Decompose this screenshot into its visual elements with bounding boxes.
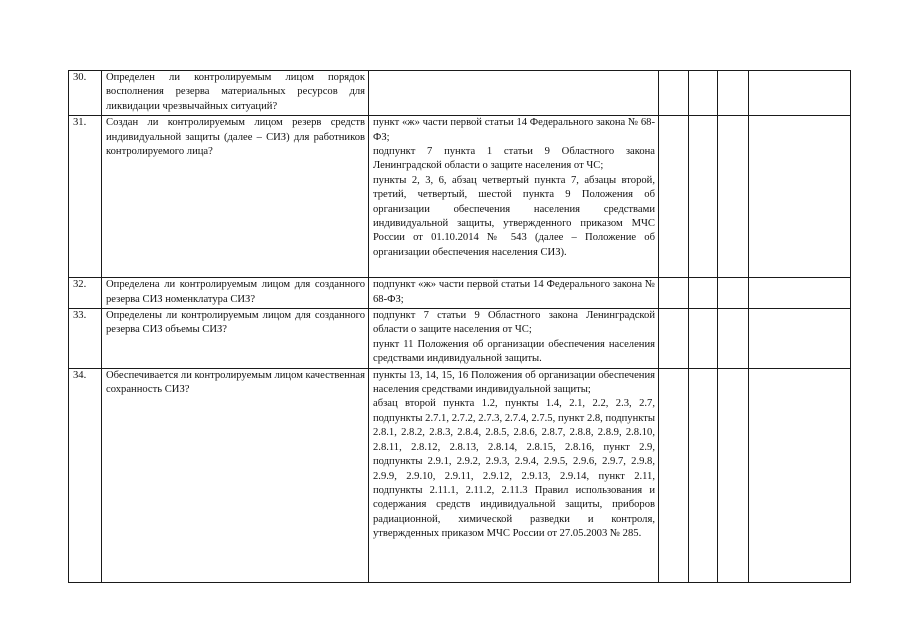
question-cell: Определена ли контролируемым лицом для созданного резерва СИЗ номенклатура СИЗ? [102,278,369,309]
notes-cell[interactable] [749,71,851,116]
answer-yes-cell[interactable] [659,309,689,369]
row-number: 34. [69,368,102,582]
table-row [69,278,851,309]
answer-no-cell[interactable] [689,309,718,369]
answer-no-cell[interactable] [689,278,718,309]
legal-basis-item: подпункт 7 пункта 1 статьи 9 Областного закона Ленинградской области о защите населения от ЧС; [373,146,655,172]
legal-basis-cell [369,368,659,582]
row-number: 31. [69,116,102,278]
table-row [69,116,851,278]
table-row [69,309,851,369]
answer-yes-cell[interactable] [659,116,689,278]
checklist-body [69,71,851,583]
notes-cell[interactable] [749,368,851,582]
answer-no-cell[interactable] [689,116,718,278]
answer-not-applicable-cell[interactable] [718,71,749,116]
legal-basis-cell [369,71,659,116]
answer-not-applicable-cell[interactable] [718,116,749,278]
legal-basis-item: подпункт «ж» части первой статьи 14 Федерального закона № 68-ФЗ; [373,279,655,305]
row-number: 30. [69,71,102,116]
answer-yes-cell[interactable] [659,278,689,309]
answer-no-cell[interactable] [689,368,718,582]
table-row [69,368,851,582]
question-cell: Определен ли контролируемым лицом порядок восполнения резерва материальных ресурсов для ликвидации чрезвычайных ситуаций? [102,71,369,116]
legal-basis-item: пункт «ж» части первой статьи 14 Федерального закона № 68-ФЗ; [373,117,655,143]
question-cell: Создан ли контролируемым лицом резерв средств индивидуальной защиты (далее – СИЗ) для работников контролируемого лица? [102,116,369,278]
question-cell: Определены ли контролируемым лицом для созданного резерва СИЗ объемы СИЗ? [102,309,369,369]
answer-yes-cell[interactable] [659,368,689,582]
answer-not-applicable-cell[interactable] [718,309,749,369]
answer-yes-cell[interactable] [659,71,689,116]
legal-basis-item: пункты 2, 3, 6, абзац четвертый пункта 7, абзацы второй, третий, четвертый, шестой пункта 9 Положения об организации обеспечения населения средствами индивидуальной защиты, утвержденного приказом МЧС России от 01.10.2014 № 543 (далее – Положение об организации обеспечения населения СИЗ). [373,174,655,258]
notes-cell[interactable] [749,116,851,278]
legal-basis-cell [369,116,659,278]
legal-basis-item: пункт 11 Положения об организации обеспечения населения средствами индивидуальной защиты. [373,338,655,365]
answer-not-applicable-cell[interactable] [718,278,749,309]
legal-basis-item: подпункт 7 статьи 9 Областного закона Ленинградской области о защите населения от ЧС; [373,310,655,336]
answer-no-cell[interactable] [689,71,718,116]
table-row [69,71,851,116]
legal-basis-cell [369,309,659,369]
row-number: 32. [69,278,102,309]
row-number: 33. [69,309,102,369]
notes-cell[interactable] [749,278,851,309]
legal-basis-item: абзац второй пункта 1.2, пункты 1.4, 2.1, 2.2, 2.3, 2.7, подпункты 2.7.1, 2.7.2, 2.7.3, 2.7.4, 2.7.5, пункт 2.8, подпункты 2.8.1, 2.8.2, 2.8.3, 2.8.4, 2.8.5, 2.8.6, 2.8.7, 2.8.8, 2.8.9, 2.8.10, 2.8.11, 2.8.12, 2.8.13, 2.8.14, 2.8.15, 2.8.16, пункт 2.9, подпункты 2.9.1, 2.9.2, 2.9.3, 2.9.4, 2.9.5, 2.9.6, 2.9.7, 2.9.8, 2.9.9, 2.9.10, 2.9.11, 2.9.12, 2.9.13, 2.9.14, пункт 2.11, подпункты 2.11.1, 2.11.2, 2.11.3 Правил использования и содержания средств индивидуальной защиты, приборов радиационной, химической разведки и контроля, утвержденных приказом МЧС России от 27.05.2003 № 285. [373,398,655,540]
legal-basis-item: пункты 13, 14, 15, 16 Положения об организации обеспечения населения средствами индивидуальной защиты; [373,369,655,396]
checklist-table [68,70,851,583]
notes-cell[interactable] [749,309,851,369]
answer-not-applicable-cell[interactable] [718,368,749,582]
question-cell: Обеспечивается ли контролируемым лицом качественная сохранность СИЗ? [102,368,369,582]
legal-basis-cell [369,278,659,309]
